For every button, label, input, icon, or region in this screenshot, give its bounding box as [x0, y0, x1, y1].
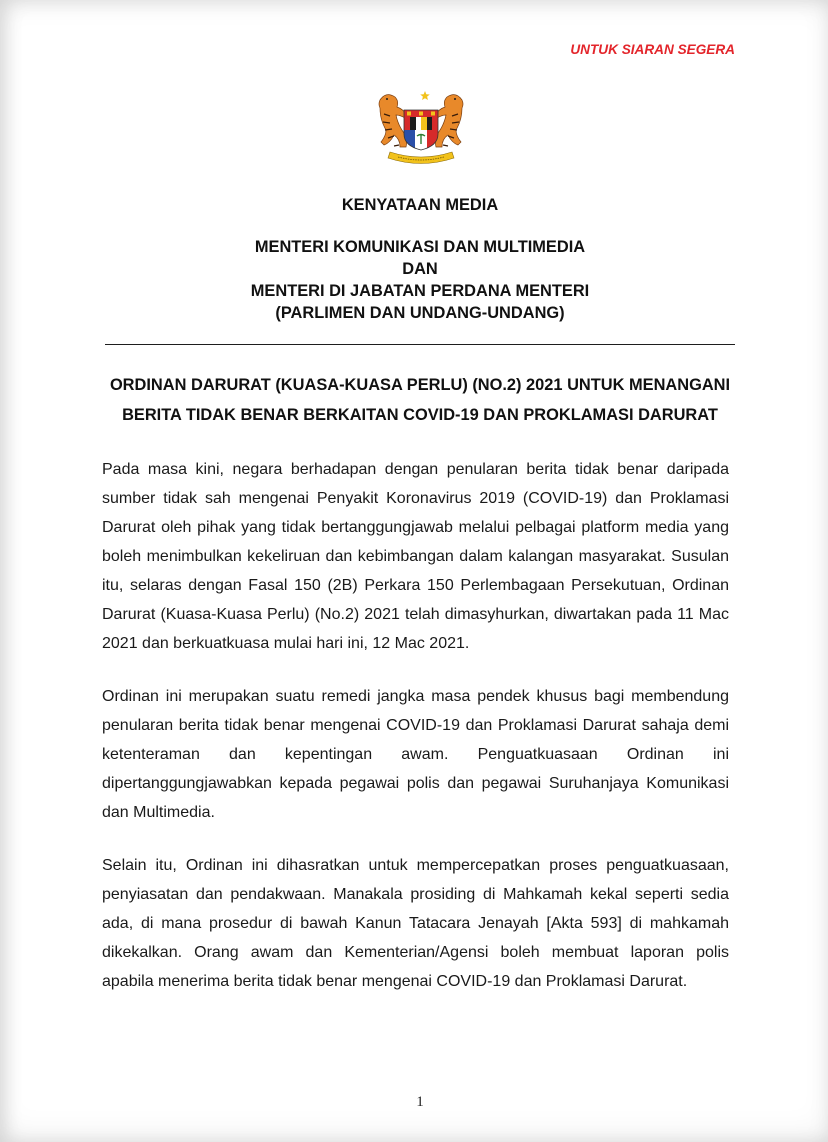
paragraph-line: 2021 dan berkuatkuasa mulai hari ini, 12 Mac 2021. — [102, 635, 470, 652]
paragraph-line: dipertanggungjawabkan kepada pegawai polis dan pegawai Suruhanjaya Komunikasi — [102, 775, 729, 792]
minister-line-3: (PARLIMEN DAN UNDANG-UNDANG) — [275, 304, 565, 322]
document-type-heading — [20, 194, 820, 216]
paragraph-line: apabila menerima berita tidak benar mengenai COVID-19 dan Proklamasi Darurat. — [102, 973, 688, 990]
left-tiger — [379, 95, 407, 147]
paragraph-line: Selain itu, Ordinan ini dihasratkan untuk mempercepatkan proses penguatkuasaan, — [102, 857, 729, 874]
paragraph-line: Darurat oleh pihak yang tidak bertanggungjawab melalui pelbagai platform media yang — [102, 519, 729, 536]
paragraph-line: boleh menimbulkan kekeliruan dan kebimbangan dalam kalangan masyarakat. Susulan — [102, 548, 729, 565]
right-tiger — [435, 95, 463, 147]
header-divider — [105, 344, 735, 345]
page-number: 1 — [416, 1094, 424, 1110]
body-paragraph-2 — [102, 682, 729, 827]
paragraph-line: sumber tidak sah mengenai Penyakit Koronavirus 2019 (COVID-19) dan Proklamasi — [102, 490, 729, 507]
paragraph-line: Darurat (Kuasa-Kuasa Perlu) (No.2) 2021 telah dimasyhurkan, diwartakan pada 11 Mac — [102, 606, 729, 623]
paragraph-line: ada, di mana prosedur di bawah Kanun Tatacara Jenayah [Akta 593] di mahkamah — [102, 915, 729, 932]
paragraph-line: penyiasatan dan pendakwaan. Manakala prosiding di Mahkamah kekal seperti sedia — [102, 886, 729, 903]
paragraph-line: Ordinan ini merupakan suatu remedi jangka masa pendek khusus bagi membendung — [102, 688, 729, 705]
release-tag: UNTUK SIARAN SEGERA — [570, 42, 735, 57]
title-line-2: BERITA TIDAK BENAR BERKAITAN COVID-19 DAN PROKLAMASI DARURAT — [122, 406, 718, 424]
paragraph-line: dan Multimedia. — [102, 804, 215, 821]
motto-ribbon — [388, 152, 454, 164]
minister-conjunction: DAN — [402, 260, 438, 278]
release-title — [20, 370, 820, 430]
title-line-1: ORDINAN DARURAT (KUASA-KUASA PERLU) (NO.2) 2021 UNTUK MENANGANI — [109, 376, 731, 394]
minister-line-1: MENTERI KOMUNIKASI DAN MULTIMEDIA — [254, 238, 586, 256]
paragraph-line: penularan berita tidak benar mengenai COVID-19 dan Proklamasi Darurat sahaja demi — [102, 717, 729, 734]
paragraph-line: dikekalkan. Orang awam dan Kementerian/Agensi boleh membuat laporan polis — [102, 944, 729, 961]
body-paragraph-3 — [102, 851, 729, 996]
paragraph-line: ketenteraman dan kepentingan awam. Penguatkuasaan Ordinan ini — [102, 746, 729, 763]
paragraph-line: itu, selaras dengan Fasal 150 (2B) Perkara 150 Perlembagaan Persekutuan, Ordinan — [102, 577, 729, 594]
ministers-heading — [20, 236, 820, 324]
minister-line-2: MENTERI DI JABATAN PERDANA MENTERI — [250, 282, 590, 300]
paragraph-line: Pada masa kini, negara berhadapan dengan penularan berita tidak benar daripada — [102, 461, 729, 478]
crescent-star — [412, 89, 430, 103]
body-paragraph-1 — [102, 455, 729, 658]
shield — [404, 110, 438, 152]
coat-of-arms-icon — [368, 86, 474, 170]
document-type: KENYATAAN MEDIA — [341, 196, 499, 214]
